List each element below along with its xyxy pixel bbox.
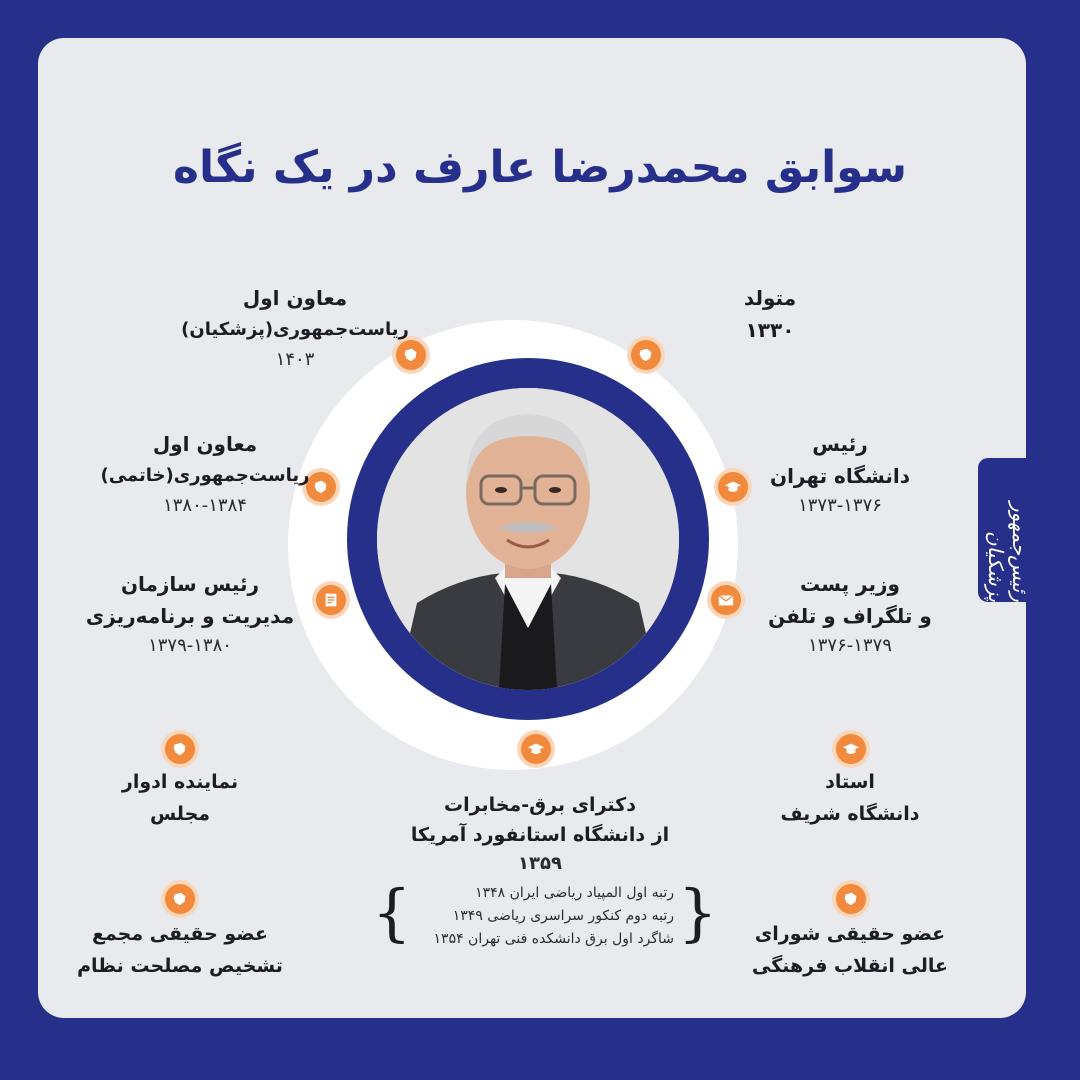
minister-title: وزیر پست <box>800 572 900 596</box>
expediency-block <box>60 918 300 982</box>
iran-map-icon <box>631 340 661 370</box>
planning-sub: مدیریت و برنامه‌ریزی <box>85 604 295 628</box>
phd-title: دکترای برق-مخابرات <box>444 794 636 816</box>
vp-pezeshkian-sub: ریاست‌جمهوری(پزشکیان) <box>181 319 409 340</box>
graduation-cap-icon <box>836 734 866 764</box>
iran-map-icon <box>836 884 866 914</box>
page-title: سوابق محمدرضا عارف در یک نگاه <box>172 142 908 193</box>
education-note: شاگرد اول برق دانشکده فنی تهران ۱۳۵۴ <box>433 931 674 947</box>
parliament-sub: مجلس <box>149 803 211 825</box>
phd-sub: از دانشگاه استانفورد آمریکا <box>410 824 670 846</box>
phd-year: ۱۳۵۹ <box>518 853 562 874</box>
parliament-title: نماینده ادوار <box>121 771 239 793</box>
vp-pezeshkian-year: ۱۴۰۳ <box>275 349 315 370</box>
expediency-title: عضو حقیقی مجمع <box>91 923 269 945</box>
born-title: متولد <box>743 286 797 310</box>
vp-khatami-block <box>90 428 320 520</box>
tehran-uni-title: رئیس <box>812 432 868 456</box>
brand-logo <box>978 458 1038 602</box>
born-block <box>700 282 840 346</box>
sharif-block <box>770 766 930 830</box>
iran-map-icon <box>165 734 195 764</box>
vp-khatami-sub: ریاست‌جمهوری(خاتمی) <box>100 465 310 486</box>
sharif-sub: دانشگاه شریف <box>780 803 920 825</box>
education-note: رتبه دوم کنکور سراسری ریاضی ۱۳۴۹ <box>452 908 674 924</box>
cultural-block <box>740 918 960 982</box>
tehran-uni-sub: دانشگاه تهران <box>770 464 910 488</box>
brand-logo-text: رئیس‌جمهور پزشکیان <box>984 502 1032 602</box>
iran-map-icon <box>165 884 195 914</box>
vp-pezeshkian-block <box>180 282 410 374</box>
tehran-uni-year: ۱۳۷۳-۱۳۷۶ <box>798 495 882 516</box>
envelope-icon <box>711 585 741 615</box>
expediency-sub: تشخیص مصلحت نظام <box>77 955 283 977</box>
cultural-title: عضو حقیقی شورای <box>754 923 946 945</box>
graduation-cap-icon <box>521 734 551 764</box>
sharif-title: استاد <box>825 771 875 793</box>
education-note: رتبه اول المپیاد ریاضی ایران ۱۳۴۸ <box>475 885 674 901</box>
planning-title: رئیس سازمان <box>120 572 260 596</box>
cultural-sub: عالی انقلاب فرهنگی <box>751 955 948 977</box>
parliament-block <box>100 766 260 830</box>
planning-block <box>70 568 310 660</box>
tehran-uni-block <box>740 428 940 520</box>
minister-block <box>750 568 950 660</box>
planning-year: ۱۳۷۹-۱۳۸۰ <box>148 635 232 656</box>
vp-pezeshkian-title: معاون اول <box>242 286 348 310</box>
document-icon <box>316 585 346 615</box>
minister-year: ۱۳۷۶-۱۳۷۹ <box>808 635 892 656</box>
portrait-illustration <box>377 388 679 690</box>
vp-khatami-year: ۱۳۸۰-۱۳۸۴ <box>163 495 247 516</box>
phd-block <box>400 790 680 878</box>
vp-khatami-title: معاون اول <box>152 432 258 456</box>
portrait-photo <box>377 388 679 690</box>
minister-sub: و تلگراف و تلفن <box>768 604 932 628</box>
education-notes: { رتبه اول المپیاد ریاضی ایران ۱۳۴۸ رتبه دوم کنکور سراسری ریاضی ۱۳۴۹ شاگرد اول برق دانشکده فنی تهران ۱۳۵۴ } <box>372 876 718 949</box>
born-year: ۱۳۳۰ <box>745 318 795 342</box>
